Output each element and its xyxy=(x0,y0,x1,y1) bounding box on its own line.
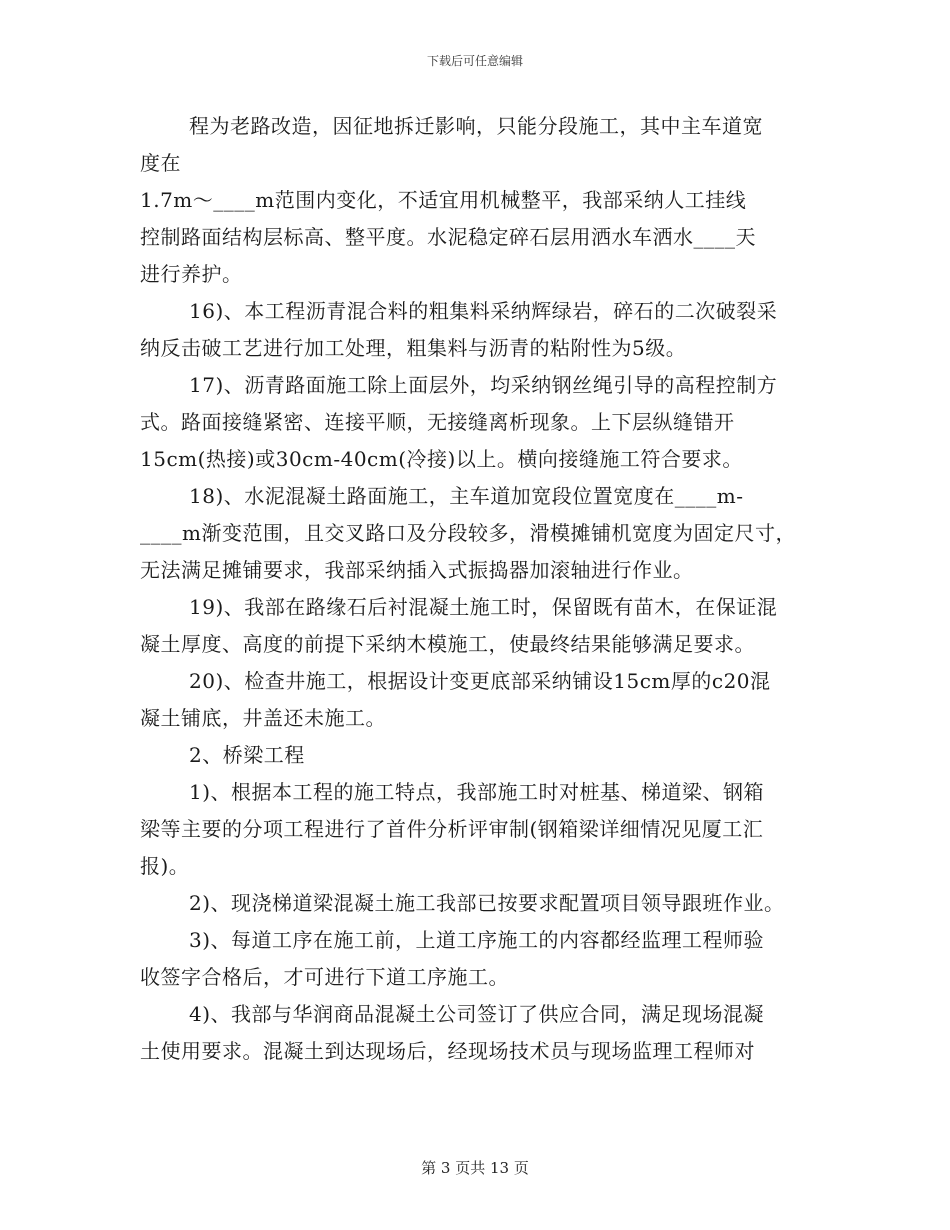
body-line: 进行养护。 xyxy=(140,262,243,286)
body-line: 16)、本工程沥青混合料的粗集料采纳辉绿岩，碎石的二次破裂采 xyxy=(189,299,778,323)
body-line: 18)、水泥混凝土路面施工，主车道加宽段位置宽度在____m- xyxy=(189,484,744,508)
body-line: 3)、每道工序在施工前，上道工序施工的内容都经监理工程师验 xyxy=(189,928,765,952)
body-line: 无法满足摊铺要求，我部采纳插入式振捣器加滚轴进行作业。 xyxy=(140,558,694,582)
body-line: 凝土铺底，井盖还未施工。 xyxy=(140,706,386,730)
body-line: 凝土厚度、高度的前提下采纳木模施工，使最终结果能够满足要求。 xyxy=(140,632,755,656)
body-line: 收签字合格后，才可进行下道工序施工。 xyxy=(140,965,509,989)
body-line: ____m渐变范围，且交叉路口及分段较多，滑模摊铺机宽度为固定尺寸， xyxy=(140,521,796,545)
body-line: 控制路面结构层标高、整平度。水泥稳定碎石层用洒水车洒水____天 xyxy=(140,225,756,249)
section-heading: 2、桥梁工程 xyxy=(189,743,305,767)
body-line: 土使用要求。混凝土到达现场后，经现场技术员与现场监理工程师对 xyxy=(140,1039,755,1063)
body-line: 4)、我部与华润商品混凝土公司签订了供应合同，满足现场混凝 xyxy=(189,1002,765,1026)
body-line: 梁等主要的分项工程进行了首件分析评审制(钢箱梁详细情况见厦工汇 xyxy=(140,817,764,841)
page-footer: 第 3 页共 13 页 xyxy=(421,1159,529,1177)
body-line: 17)、沥青路面施工除上面层外，均采纳钢丝绳引导的高程控制方 xyxy=(189,373,778,397)
body-line: 报)。 xyxy=(140,854,190,878)
body-line: 纳反击破工艺进行加工处理，粗集料与沥青的粘附性为5级。 xyxy=(140,336,687,360)
body-line: 程为老路改造，因征地拆迁影响，只能分段施工，其中主车道宽 xyxy=(189,114,763,138)
body-line: 15cm(热接)或30cm-40cm(冷接)以上。横向接缝施工符合要求。 xyxy=(140,447,743,471)
document-body xyxy=(140,108,830,1070)
body-line: 20)、检查井施工，根据设计变更底部采纳铺设15cm厚的c20混 xyxy=(189,669,771,693)
body-line: 1)、根据本工程的施工特点，我部施工时对桩基、梯道梁、钢箱 xyxy=(189,780,765,804)
body-line: 2)、现浇梯道梁混凝土施工我部已按要求配置项目领导跟班作业。 xyxy=(189,891,785,915)
body-line: 1.7m～____m范围内变化，不适宜用机械整平，我部采纳人工挂线 xyxy=(140,188,747,212)
page-header: 下载后可任意编辑 xyxy=(426,54,523,68)
body-line: 度在 xyxy=(140,151,181,175)
body-line: 19)、我部在路缘石后衬混凝土施工时，保留既有苗木，在保证混 xyxy=(189,595,778,619)
body-line: 式。路面接缝紧密、连接平顺，无接缝离析现象。上下层纵缝错开 xyxy=(140,410,735,434)
